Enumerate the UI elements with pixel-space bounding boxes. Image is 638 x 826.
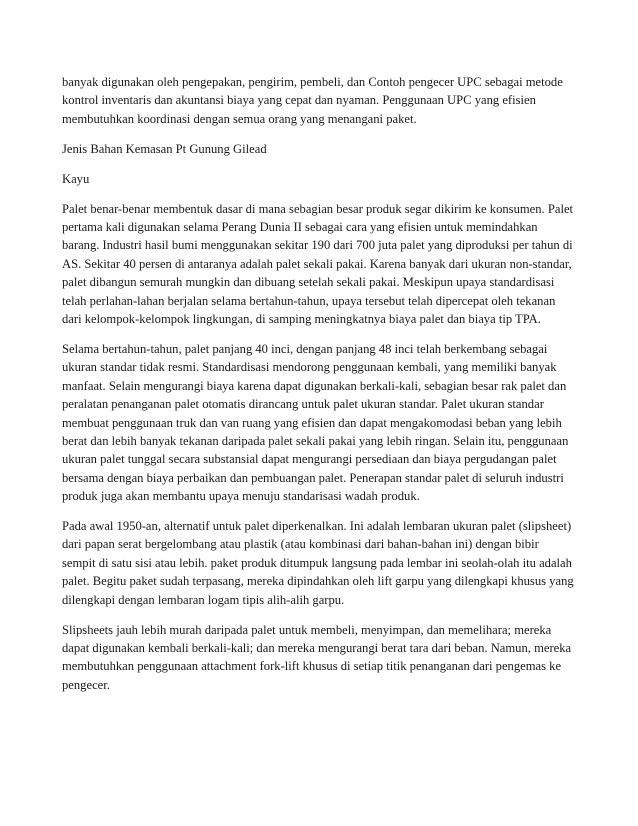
paragraph-slipsheet-intro: Pada awal 1950-an, alternatif untuk palet diperkenalkan. Ini adalah lembaran ukuran palet (slipsheet) dari papan serat bergelombang atau plastik (atau kombinasi dari bahan-bahan ini) dengan bibir sempit di satu sisi atau lebih. paket produk ditumpuk langsung pada lembar ini seolah-olah itu adalah palet. Begitu paket sudah terpasang, mereka dipindahkan oleh lift garpu yang dilengkapi khusus yang dilengkapi dengan lembaran logam tipis alih-alih garpu. <box>62 519 574 607</box>
document-page <box>62 73 574 706</box>
paragraph-slipsheet-benefits: Slipsheets jauh lebih murah daripada palet untuk membeli, menyimpan, dan memelihara; mereka dapat digunakan kembali berkali-kali; dan mereka mengurangi berat tara dari beban. Namun, mereka membutuhkan penggunaan attachment fork-lift khusus di setiap titik penanganan dari pengemas ke pengecer. <box>62 622 572 692</box>
paragraph-pallets-intro: Palet benar-benar membentuk dasar di mana sebagian besar produk segar dikirim ke konsumen. Palet pertama kali digunakan selama Perang Dunia II sebagai cara yang efisien untuk memindahkan barang. Industri hasil bumi menggunakan sekitar 190 dari 700 juta palet yang diproduksi per tahun di AS. Sekitar 40 persen di antaranya adalah palet sekali pakai. Karena banyak dari ukuran non-standar, palet dibangun semurah mungkin dan dibuang setelah sekali pakai. Meskipun upaya standardisasi telah perlahan-lahan berjalan selama bertahun-tahun, upaya tersebut telah dipercepat oleh tekanan dari kelompok-kelompok lingkungan, di samping meningkatnya biaya palet dan biaya tip TPA. <box>62 201 574 326</box>
section-heading-wood: Kayu <box>62 171 90 186</box>
paragraph-pallet-standard: Selama bertahun-tahun, palet panjang 40 inci, dengan panjang 48 inci telah berkembang sebagai ukuran standar tidak resmi. Standardisasi mendorong penggunaan kembali, yang memiliki banyak manfaat. Selain mengurangi biaya karena dapat digunakan berkali-kali, sebagian besar rak palet dan peralatan penanganan palet otomatis dirancang untuk palet ukuran standar. Palet ukuran standar membuat penggunaan truk dan van ruang yang efisien dan dapat mengakomodasi beban yang lebih berat dan lebih banyak tekanan daripada palet sekali pakai yang lebih ringan. Selain itu, penggunaan ukuran palet tunggal secara substansial dapat mengurangi persediaan dan biaya pergudangan palet bersama dengan biaya perbaikan dan pembuangan palet. Penerapan standar palet di seluruh industri produk juga akan membantu upaya menuju standarisasi wadah produk. <box>62 341 569 504</box>
section-heading-packaging-types: Jenis Bahan Kemasan Pt Gunung Gilead <box>62 141 267 156</box>
paragraph-upc: banyak digunakan oleh pengepakan, pengirim, pembeli, dan Contoh pengecer UPC sebagai metode kontrol inventaris dan akuntansi biaya yang cepat dan nyaman. Penggunaan UPC yang efisien membutuhkan koordinasi dengan semua orang yang menangani paket. <box>62 75 563 126</box>
